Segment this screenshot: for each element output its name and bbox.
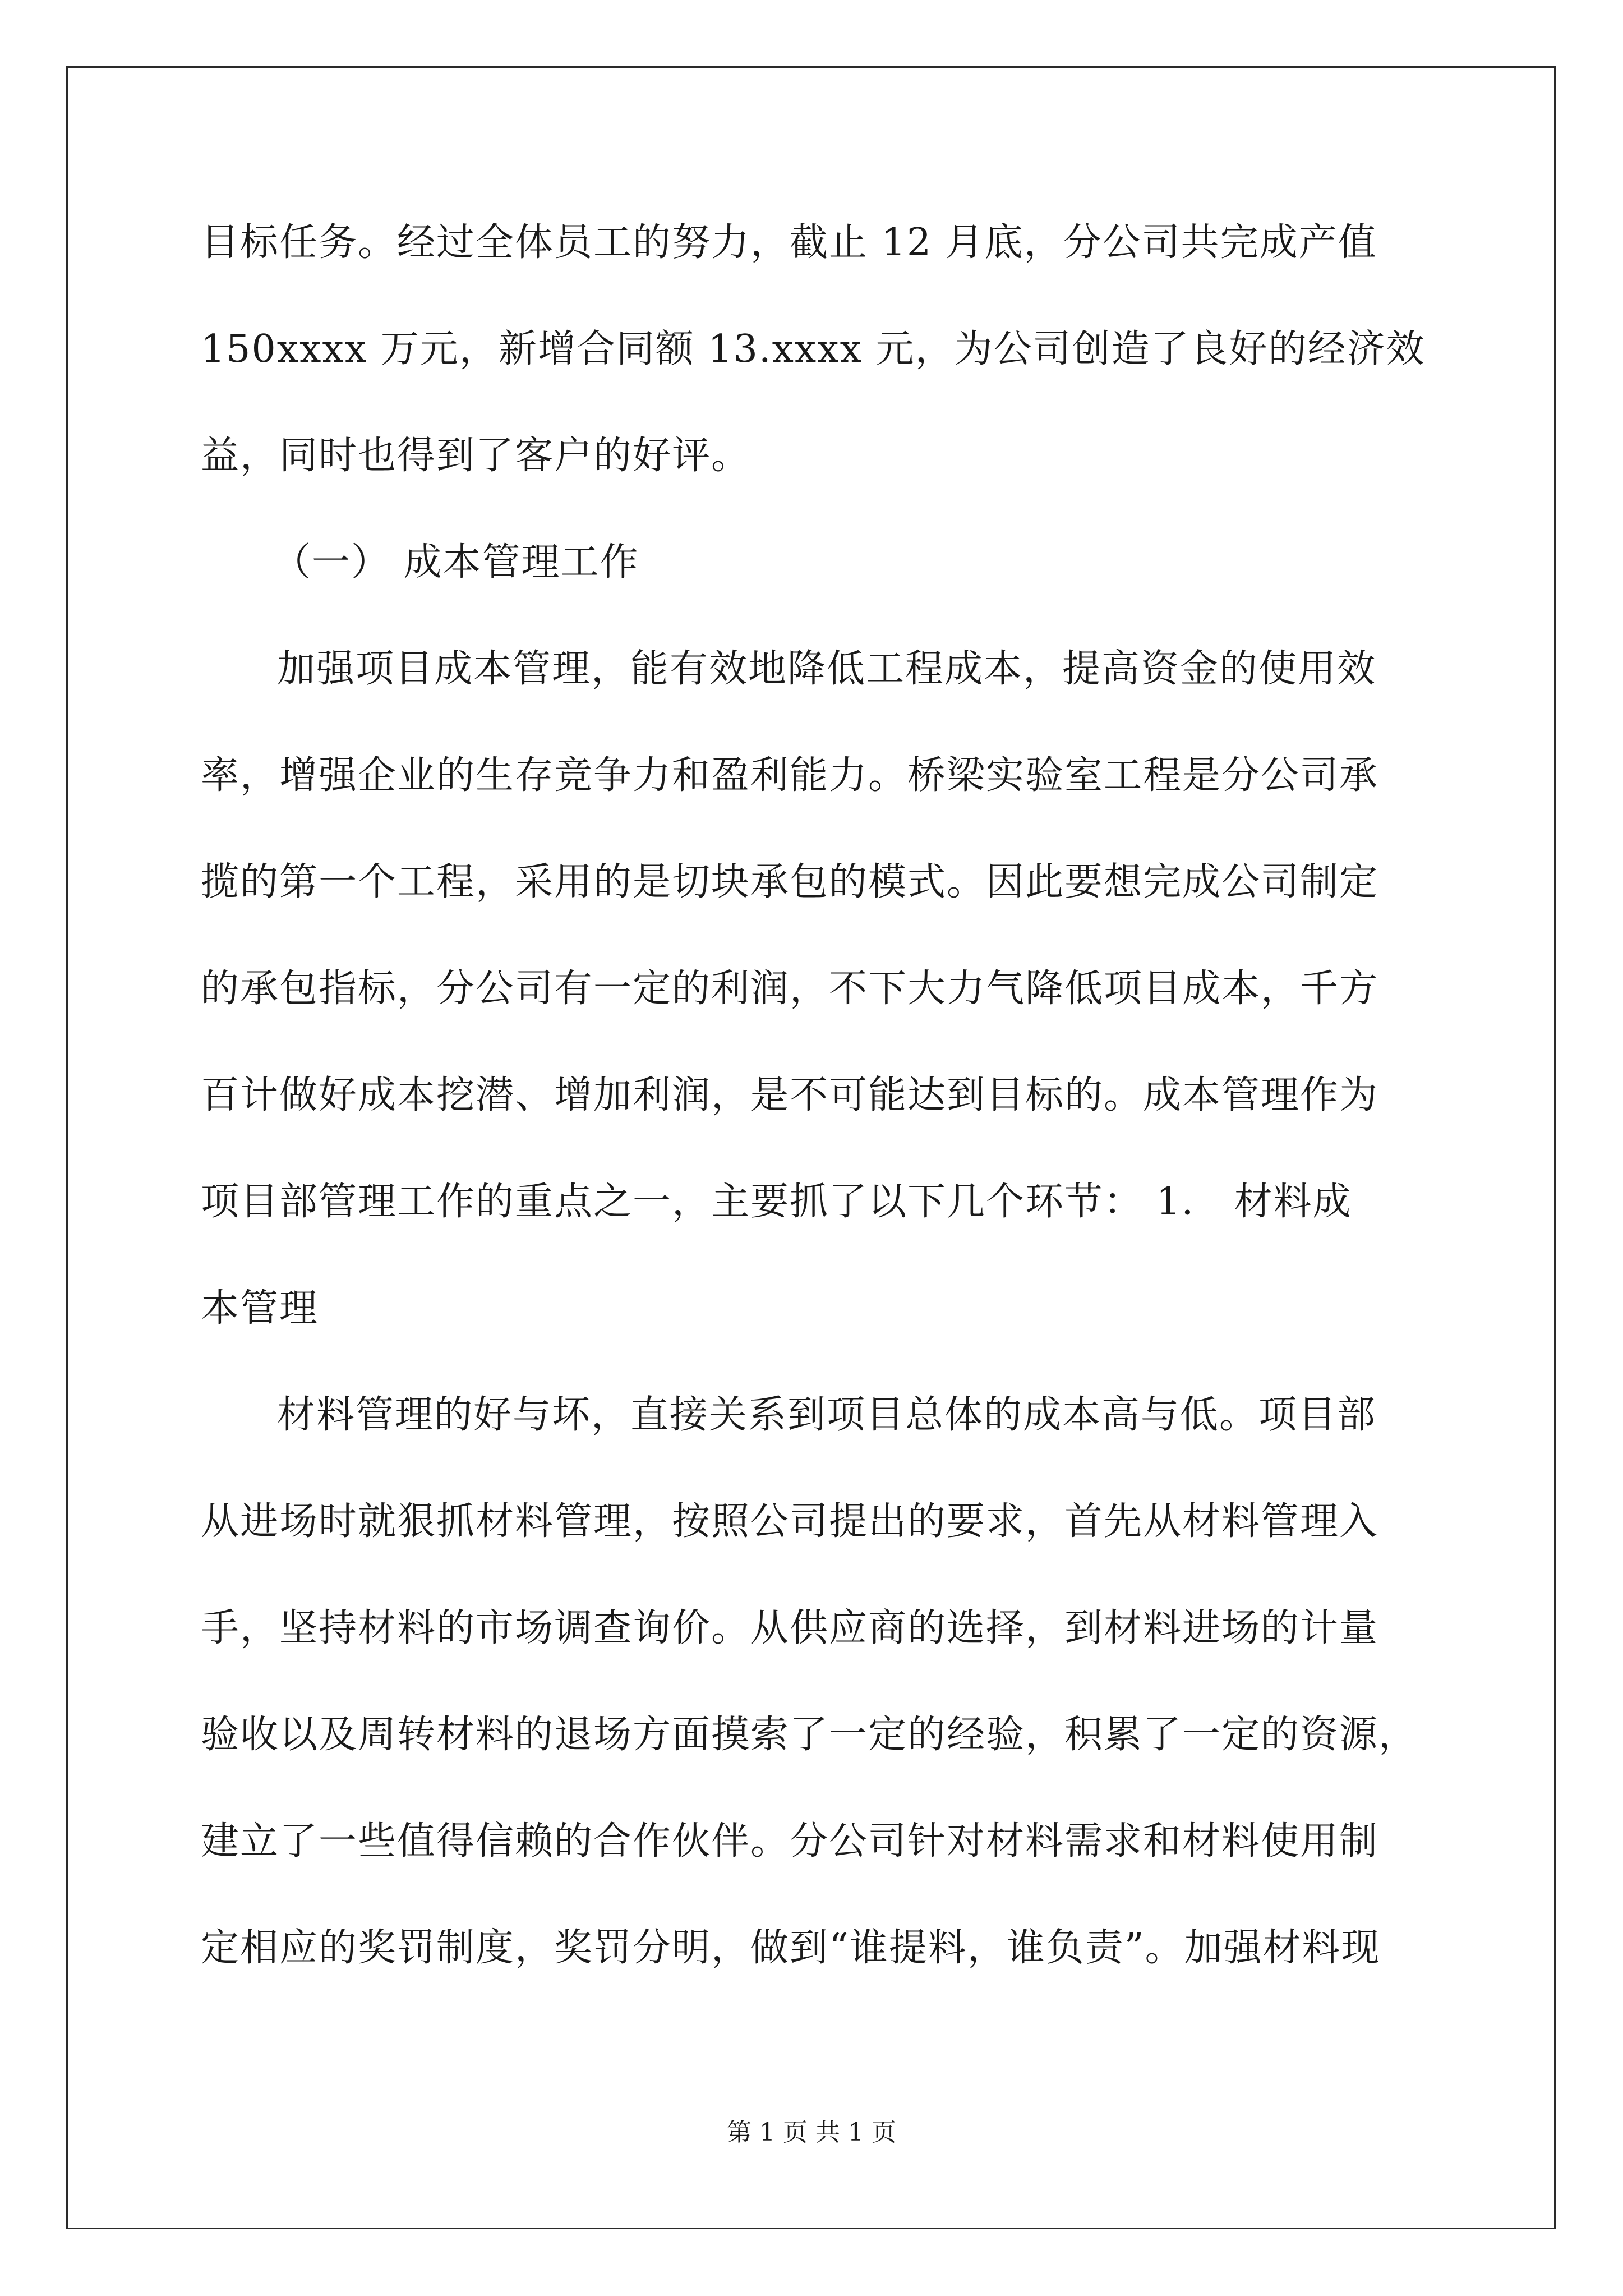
- paragraph-line: 150xxxx 万元，新增合同额 13.xxxx 元，为公司创造了良好的经济效: [201, 327, 1426, 371]
- paragraph-line: 本管理: [201, 1286, 319, 1331]
- paragraph-line: 手，坚持材料的市场调查询价。从供应商的选择，到材料进场的计量: [201, 1606, 1379, 1650]
- paragraph-line: 百计做好成本挖潜、增加利润，是不可能达到目标的。成本管理作为: [201, 1073, 1379, 1117]
- paragraph-line: 率，增强企业的生存竞争力和盈利能力。桥梁实验室工程是分公司承: [201, 753, 1379, 798]
- page-footer: 第 1 页 共 1 页: [727, 2118, 896, 2147]
- paragraph-line: 加强项目成本管理，能有效地降低工程成本，提高资金的使用效: [277, 647, 1377, 691]
- paragraph-line: 材料管理的好与坏，直接关系到项目总体的成本高与低。项目部: [277, 1393, 1377, 1437]
- paragraph-line: 从进场时就狠抓材料管理，按照公司提出的要求，首先从材料管理入: [201, 1499, 1379, 1544]
- paragraph-line: 的承包指标，分公司有一定的利润，不下大力气降低项目成本，千方: [201, 967, 1379, 1011]
- paragraph-line: 定相应的奖罚制度，奖罚分明，做到“谁提料，谁负责”。加强材料现: [201, 1926, 1381, 1970]
- paragraph-line: 揽的第一个工程，采用的是切块承包的模式。因此要想完成公司制定: [201, 860, 1379, 904]
- paragraph-line: 验收以及周转材料的退场方面摸索了一定的经验，积累了一定的资源，: [201, 1713, 1418, 1757]
- paragraph-line: 项目部管理工作的重点之一，主要抓了以下几个环节： 1． 材料成: [201, 1180, 1352, 1224]
- page-border: [66, 66, 1556, 2229]
- paragraph-line: 建立了一些值得信赖的合作伙伴。分公司针对材料需求和材料使用制: [201, 1819, 1379, 1864]
- paragraph-line: 益，同时也得到了客户的好评。: [201, 434, 751, 478]
- section-heading: （一） 成本管理工作: [273, 540, 639, 585]
- paragraph-line: 目标任务。经过全体员工的努力，截止 12 月底，分公司共完成产值: [201, 220, 1377, 265]
